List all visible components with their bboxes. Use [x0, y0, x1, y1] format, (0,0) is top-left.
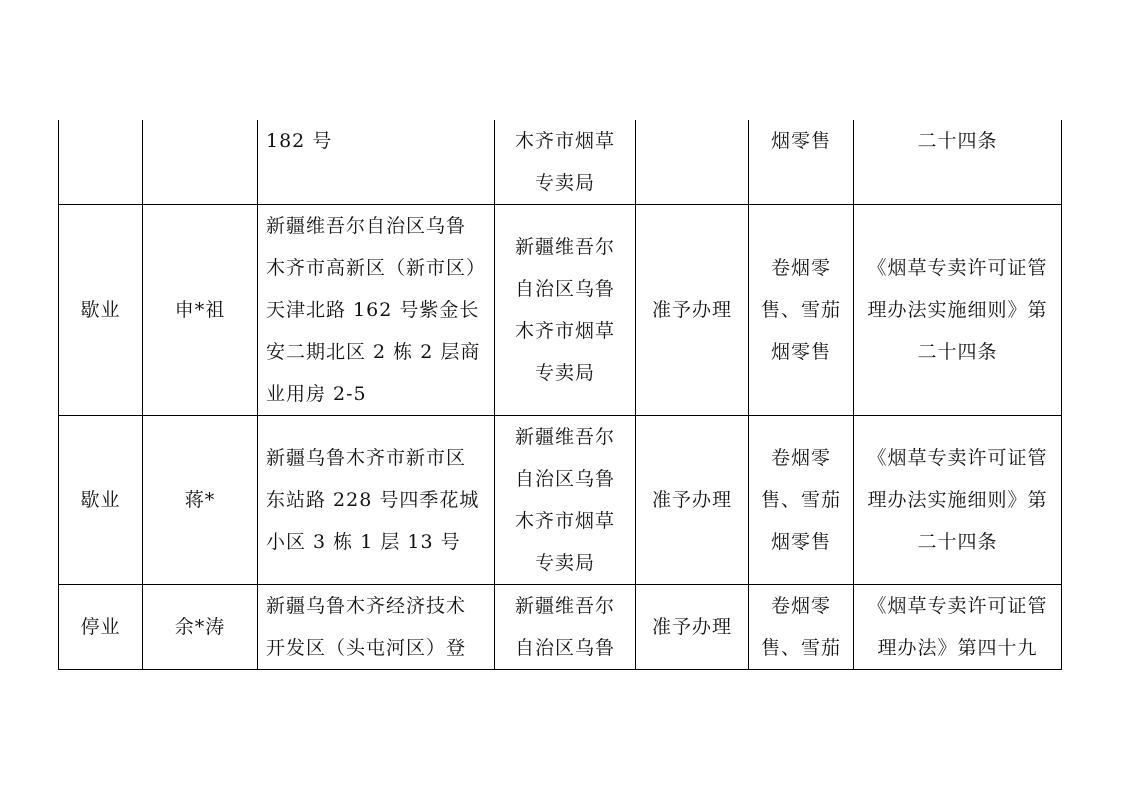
address-cell: [258, 416, 495, 585]
authority-cell: [495, 120, 636, 205]
scope-cell: [749, 585, 854, 670]
authority-line: 木齐市烟草: [514, 510, 615, 532]
address-cell: [258, 205, 495, 416]
basis-line: 《烟草专卖许可证管: [867, 257, 1048, 279]
scope-line: 烟零售: [770, 130, 831, 152]
basis-line: 二十四条: [917, 130, 998, 152]
table-row: [59, 205, 1062, 416]
basis-line: 理办法实施细则》第: [867, 299, 1048, 321]
address-line: 木齐市高新区（新市区）: [266, 257, 487, 279]
basis-cell: [854, 205, 1062, 416]
authority-line: 专卖局: [534, 362, 595, 384]
basis-line: 二十四条: [917, 531, 998, 553]
authority-cell: [495, 416, 636, 585]
name-cell: 申*祖: [143, 205, 258, 416]
authority-line: 木齐市烟草: [514, 320, 615, 342]
authority-line: 自治区乌鲁: [514, 468, 615, 490]
address-line: 新疆乌鲁木齐经济技术: [266, 595, 467, 617]
scope-line: 售、雪茄: [760, 489, 841, 511]
name-cell: [143, 120, 258, 205]
basis-line: 《烟草专卖许可证管: [867, 447, 1048, 469]
status-cell: 停业: [59, 585, 143, 670]
address-line: 安二期北区 2 栋 2 层商: [266, 341, 481, 363]
scope-line: 烟零售: [770, 531, 831, 553]
table-row: [59, 585, 1062, 670]
table-row: [59, 120, 1062, 205]
decision-cell: 准予办理: [636, 205, 749, 416]
status-cell: [59, 120, 143, 205]
authority-line: 专卖局: [534, 552, 595, 574]
name-cell: 余*涛: [143, 585, 258, 670]
authority-line: 新疆维吾尔: [514, 426, 615, 448]
authority-cell: [495, 585, 636, 670]
decision-cell: 准予办理: [636, 585, 749, 670]
scope-line: 卷烟零: [770, 447, 831, 469]
address-line: 业用房 2-5: [266, 383, 367, 405]
decision-cell: [636, 120, 749, 205]
scope-cell: [749, 120, 854, 205]
basis-cell: [854, 585, 1062, 670]
authority-line: 专卖局: [534, 172, 595, 194]
basis-cell: [854, 416, 1062, 585]
authority-cell: [495, 205, 636, 416]
authority-line: 自治区乌鲁: [514, 637, 615, 659]
basis-line: 理办法》第四十九: [877, 637, 1038, 659]
authority-line: 自治区乌鲁: [514, 278, 615, 300]
status-cell: 歇业: [59, 205, 143, 416]
address-line: 新疆乌鲁木齐市新市区: [266, 447, 467, 469]
status-cell: 歇业: [59, 416, 143, 585]
address-line: 天津北路 162 号紫金长: [266, 299, 480, 321]
basis-line: 理办法实施细则》第: [867, 489, 1048, 511]
scope-cell: [749, 416, 854, 585]
permit-decision-table: [58, 120, 1062, 670]
scope-line: 卷烟零: [770, 595, 831, 617]
basis-line: 《烟草专卖许可证管: [867, 595, 1048, 617]
address-line: 开发区（头屯河区）登: [266, 637, 467, 659]
scope-line: 烟零售: [770, 341, 831, 363]
scope-cell: [749, 205, 854, 416]
address-line: 东站路 228 号四季花城: [266, 489, 480, 511]
authority-line: 新疆维吾尔: [514, 236, 615, 258]
scope-line: 售、雪茄: [760, 299, 841, 321]
table-row: [59, 416, 1062, 585]
authority-line: 木齐市烟草: [514, 130, 615, 152]
decision-cell: 准予办理: [636, 416, 749, 585]
address-cell: [258, 120, 495, 205]
scope-line: 卷烟零: [770, 257, 831, 279]
basis-line: 二十四条: [917, 341, 998, 363]
authority-line: 新疆维吾尔: [514, 595, 615, 617]
address-line: 小区 3 栋 1 层 13 号: [266, 531, 461, 553]
basis-cell: [854, 120, 1062, 205]
address-line: 新疆维吾尔自治区乌鲁: [266, 215, 467, 237]
address-cell: [258, 585, 495, 670]
name-cell: 蒋*: [143, 416, 258, 585]
address-line: 182 号: [266, 130, 333, 152]
scope-line: 售、雪茄: [760, 637, 841, 659]
